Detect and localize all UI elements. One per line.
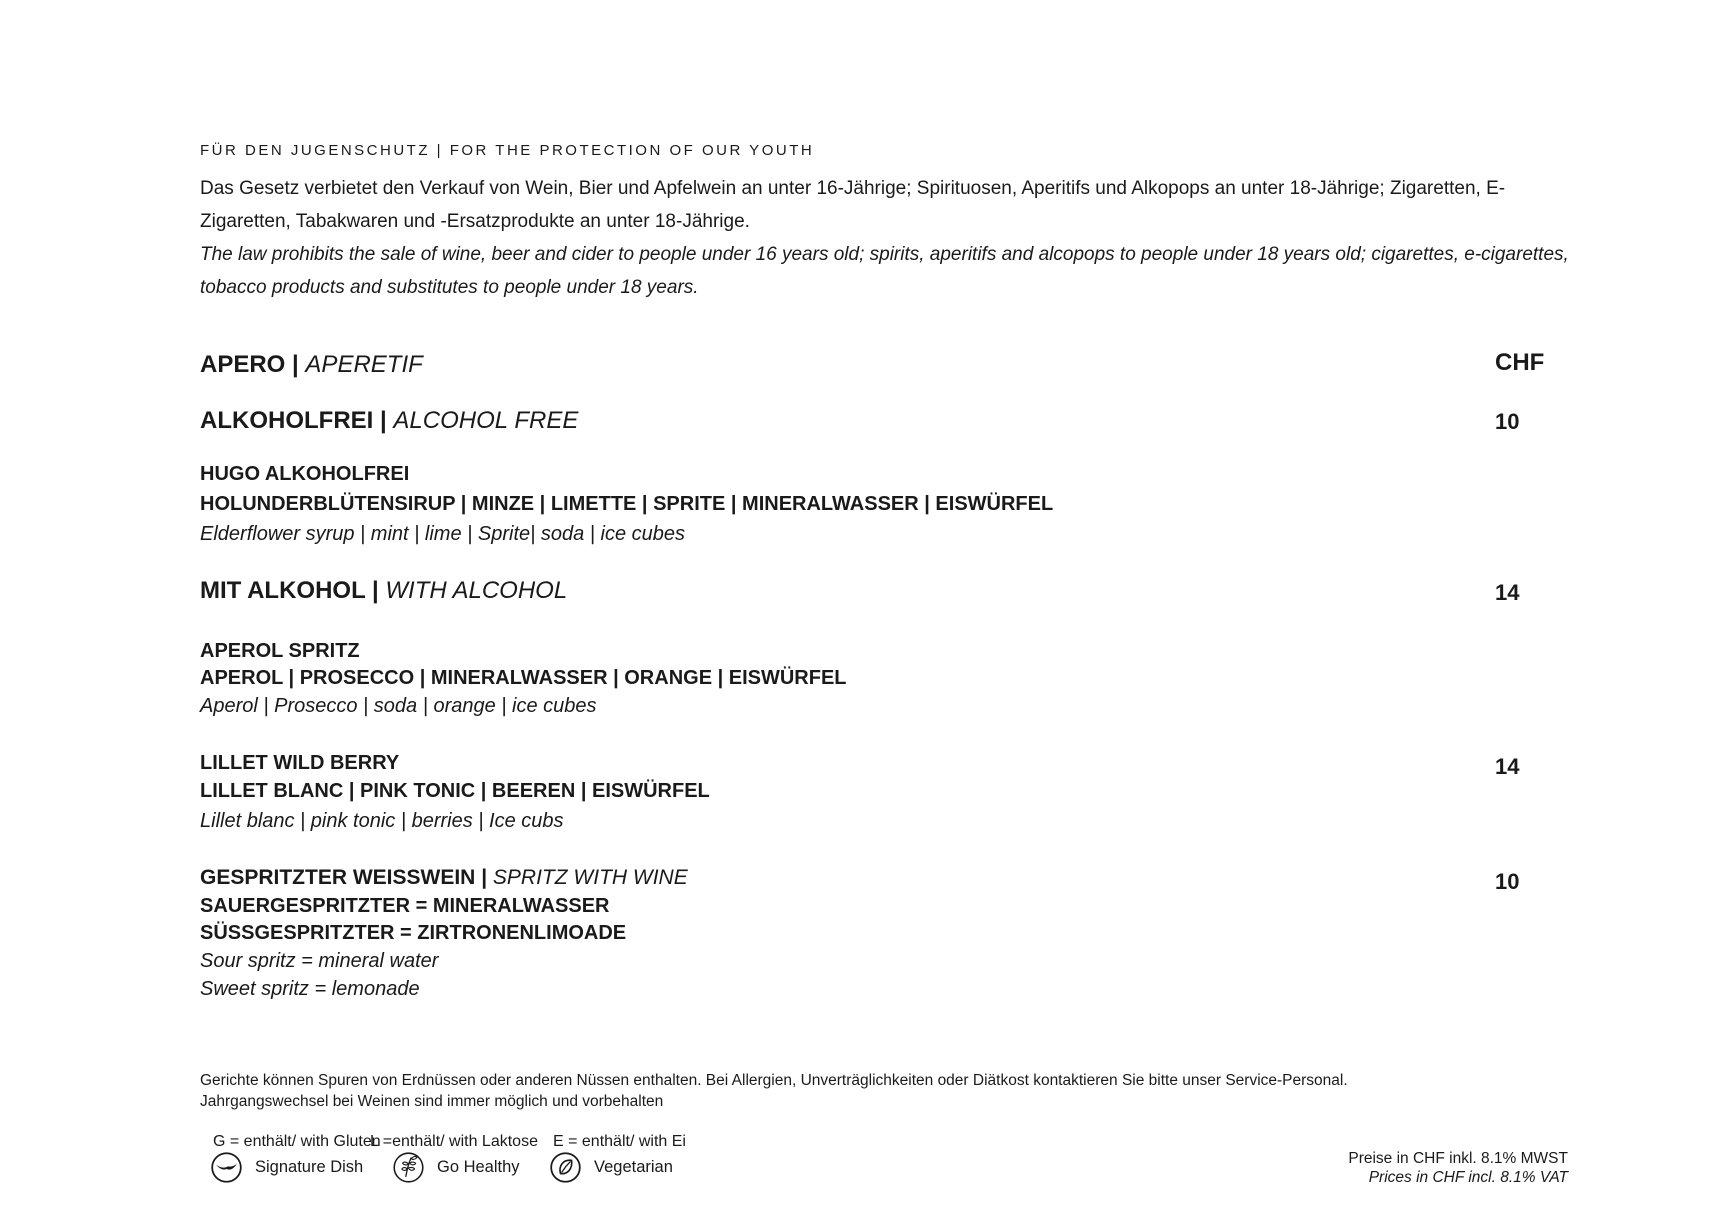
youth-protection-heading: FÜR DEN JUGENSCHUTZ | FOR THE PROTECTION OF OUR YOUTH [200,142,815,159]
item-name-de: GESPRITZTER WEISSWEIN [200,866,476,889]
title-separator: | [365,577,386,604]
vintage-note: Jahrgangswechsel bei Weinen sind immer möglich und vorbehalten [200,1093,664,1110]
item-description: Sour spritz = mineral water [200,950,439,972]
legend-item-go-healthy [392,1151,520,1184]
symbol-label: Go Healthy [437,1158,520,1176]
title-separator: | [373,407,394,434]
title-separator: | [475,866,493,889]
group-title-de: ALKOHOLFREI [200,407,374,434]
allergy-note: Gerichte können Spuren von Erdnüssen oder anderen Nüssen enthalten. Bei Allergien, Unverträglichkeiten oder Diätkost kontaktieren Sie bitte unser Service-Personal. [200,1072,1348,1089]
price-notes [1348,1149,1568,1187]
symbol-label: Vegetarian [594,1158,673,1176]
price-value: 14 [1495,754,1520,779]
item-name: LILLET WILD BERRY [200,752,400,774]
youth-protection-text [200,172,1592,304]
currency-header: CHF [1495,349,1545,376]
price-note-en: Prices in CHF incl. 8.1% VAT [1368,1169,1568,1186]
go-healthy-icon [392,1151,425,1184]
item-description: Sweet spritz = lemonade [200,978,420,1000]
law-text-en: The law prohibits the sale of wine, beer and cider to people under 16 years old; spirits, aperitifs and alcopops to people under 18 years old; cigarettes, e-cigarettes, tobacco products and substitutes to people under 18 years. [200,244,1569,298]
item-name: HUGO ALKOHOLFREI [200,463,410,485]
group-title-en: ALCOHOL FREE [393,407,579,434]
allergen-code-laktose: L =enthält/ with Laktose [370,1133,538,1150]
item-name-en: SPRITZ WITH WINE [492,866,688,889]
group-title-alkoholfrei [200,407,578,435]
group-title-en: WITH ALCOHOL [385,577,568,604]
symbol-label: Signature Dish [255,1158,364,1176]
item-ingredients: HOLUNDERBLÜTENSIRUP | MINZE | LIMETTE | SPRITE | MINERALWASSER | EISWÜRFEL [200,493,1054,515]
section-title-en: APERETIF [305,351,423,378]
item-name: APEROL SPRITZ [200,640,360,662]
vegetarian-icon [549,1151,582,1184]
section-title [200,351,423,379]
allergen-code-ei: E = enthält/ with Ei [553,1133,686,1150]
item-description: Aperol | Prosecco | soda | orange | ice cubes [200,695,597,717]
law-text-de: Das Gesetz verbietet den Verkauf von Wein, Bier und Apfelwein an unter 16-Jährige; Spirituosen, Aperitifs und Alkopops an unter 18-Jährige; Zigaretten, E-Zigaretten, Tabakwaren und -Ersatzprodukte an unter 18-Jährige. [200,178,1506,232]
item-description: Elderflower syrup | mint | lime | Sprite| soda | ice cubes [200,523,686,545]
legend-item-signature-dish [210,1151,363,1184]
group-title-de: MIT ALKOHOL [200,577,366,604]
price-value: 14 [1495,580,1520,605]
item-ingredients: APEROL | PROSECCO | MINERALWASSER | ORANGE | EISWÜRFEL [200,667,847,689]
allergen-code-gluten: G = enthält/ with Gluten [213,1133,381,1150]
group-title-mit-alkohol [200,577,567,605]
price-note-de: Preise in CHF inkl. 8.1% MWST [1348,1150,1568,1167]
title-separator: | [285,351,306,378]
legend-item-vegetarian [549,1151,673,1184]
price-value: 10 [1495,409,1520,434]
section-title-de: APERO [200,351,286,378]
item-ingredients: LILLET BLANC | PINK TONIC | BEEREN | EISWÜRFEL [200,780,710,802]
item-ingredients: SAUERGESPRITZTER = MINERALWASSER [200,895,610,917]
item-name [200,866,688,890]
item-ingredients: SÜSSGESPRITZTER = ZIRTRONENLIMOADE [200,922,627,944]
item-description: Lillet blanc | pink tonic | berries | Ice cubs [200,810,564,832]
signature-dish-icon [210,1151,243,1184]
price-value: 10 [1495,869,1520,894]
